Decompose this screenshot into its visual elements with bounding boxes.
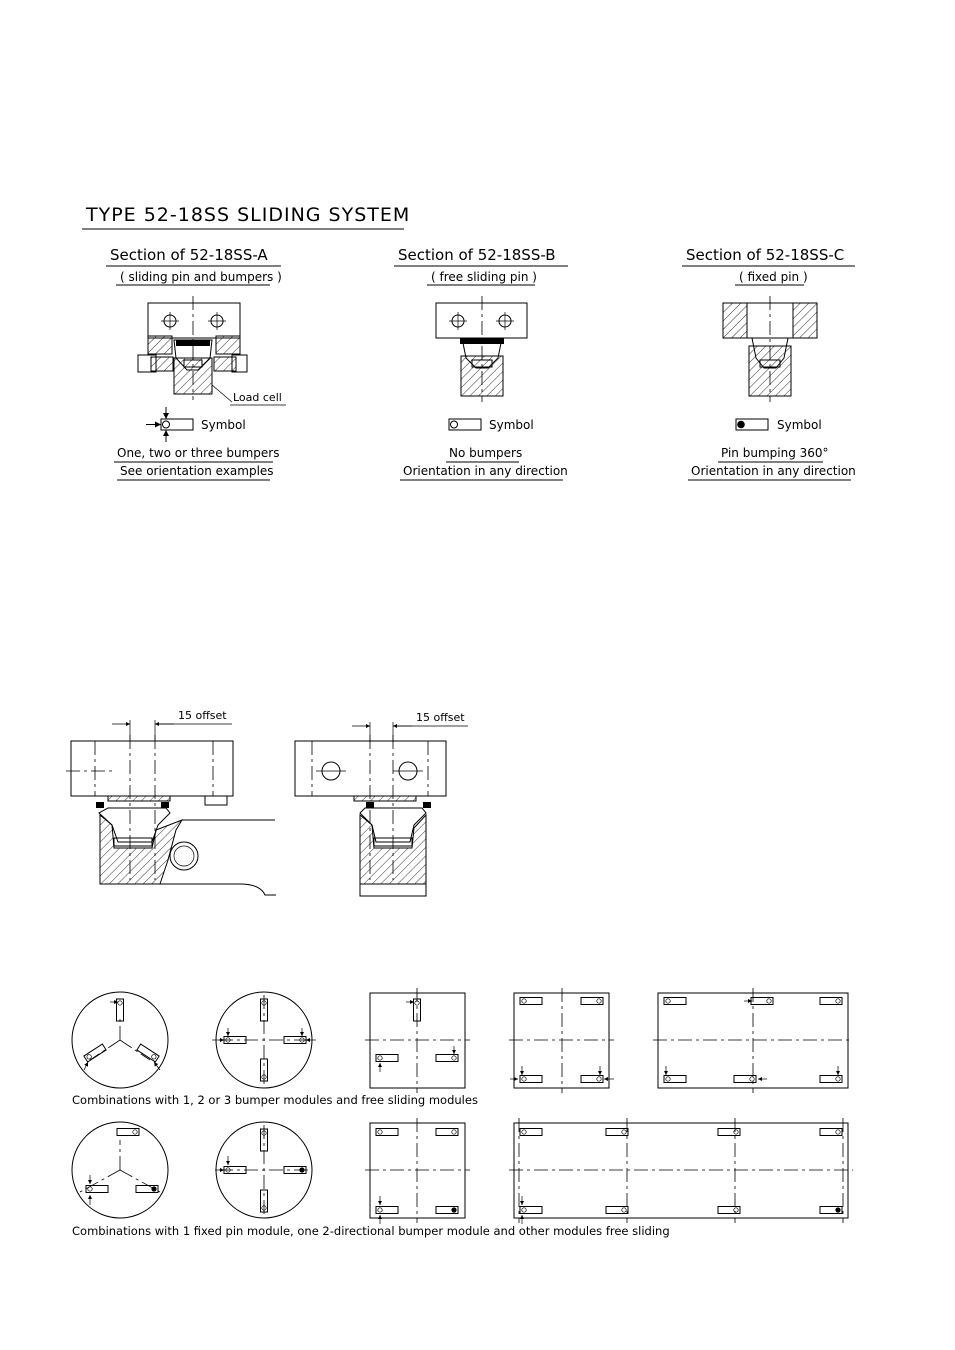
- section-b-heading: Section of 52-18SS-B: [398, 246, 556, 264]
- combo-row-2: [72, 1118, 853, 1224]
- section-c-drawing: [723, 296, 817, 402]
- section-c-note-2: Orientation in any direction: [691, 464, 856, 478]
- section-b-symbol-label: Symbol: [489, 418, 534, 432]
- section-a-drawing: [138, 296, 247, 402]
- offset-1-label: 15 offset: [178, 709, 227, 722]
- section-a-callout: Load cell: [233, 391, 282, 404]
- section-a-subtitle: ( sliding pin and bumpers ): [120, 270, 282, 284]
- combo-2-circle-3-modules: [72, 1122, 168, 1218]
- section-a-symbol: [146, 407, 193, 442]
- section-c-subtitle: ( fixed pin ): [739, 270, 808, 284]
- section-a-symbol-label: Symbol: [201, 418, 246, 432]
- section-c-symbol-label: Symbol: [777, 418, 822, 432]
- page-title: TYPE 52-18SS SLIDING SYSTEM: [86, 204, 411, 226]
- section-b: [394, 246, 568, 480]
- section-a-note-2: See orientation examples: [120, 464, 274, 478]
- combo-1-rect-portrait: [509, 988, 614, 1093]
- section-b-note-1: No bumpers: [449, 446, 523, 460]
- section-b-subtitle: ( free sliding pin ): [431, 270, 537, 284]
- combo-row-1-caption: Combinations with 1, 2 or 3 bumper modules and free sliding modules: [72, 1093, 478, 1107]
- section-b-drawing: [436, 296, 527, 402]
- section-a-note-1: One, two or three bumpers: [117, 446, 280, 460]
- offset-view-2: [295, 722, 468, 896]
- section-c: [682, 246, 856, 480]
- section-c-note-1: Pin bumping 360°: [721, 446, 829, 460]
- offset-2-label: 15 offset: [416, 711, 465, 724]
- combo-row-1: [72, 988, 853, 1093]
- section-c-heading: Section of 52-18SS-C: [686, 246, 845, 264]
- section-a: [106, 246, 286, 480]
- combo-1-circle-4-modules: [212, 992, 316, 1088]
- section-b-symbol: [449, 419, 481, 430]
- section-b-note-2: Orientation in any direction: [403, 464, 568, 478]
- section-a-heading: Section of 52-18SS-A: [110, 246, 268, 264]
- combo-2-square: [365, 1118, 470, 1224]
- combo-1-circle-3-bumpers: [72, 992, 168, 1088]
- combo-2-circle-4-modules: [215, 1122, 312, 1218]
- combo-1-rect-landscape: [653, 988, 853, 1093]
- offset-view-1: [66, 720, 276, 895]
- combo-1-square: [365, 988, 470, 1093]
- section-c-symbol: [736, 419, 768, 430]
- combo-2-long-rect: [509, 1118, 853, 1224]
- combo-row-2-caption: Combinations with 1 fixed pin module, one 2-directional bumper module and other modules free sliding: [72, 1224, 670, 1238]
